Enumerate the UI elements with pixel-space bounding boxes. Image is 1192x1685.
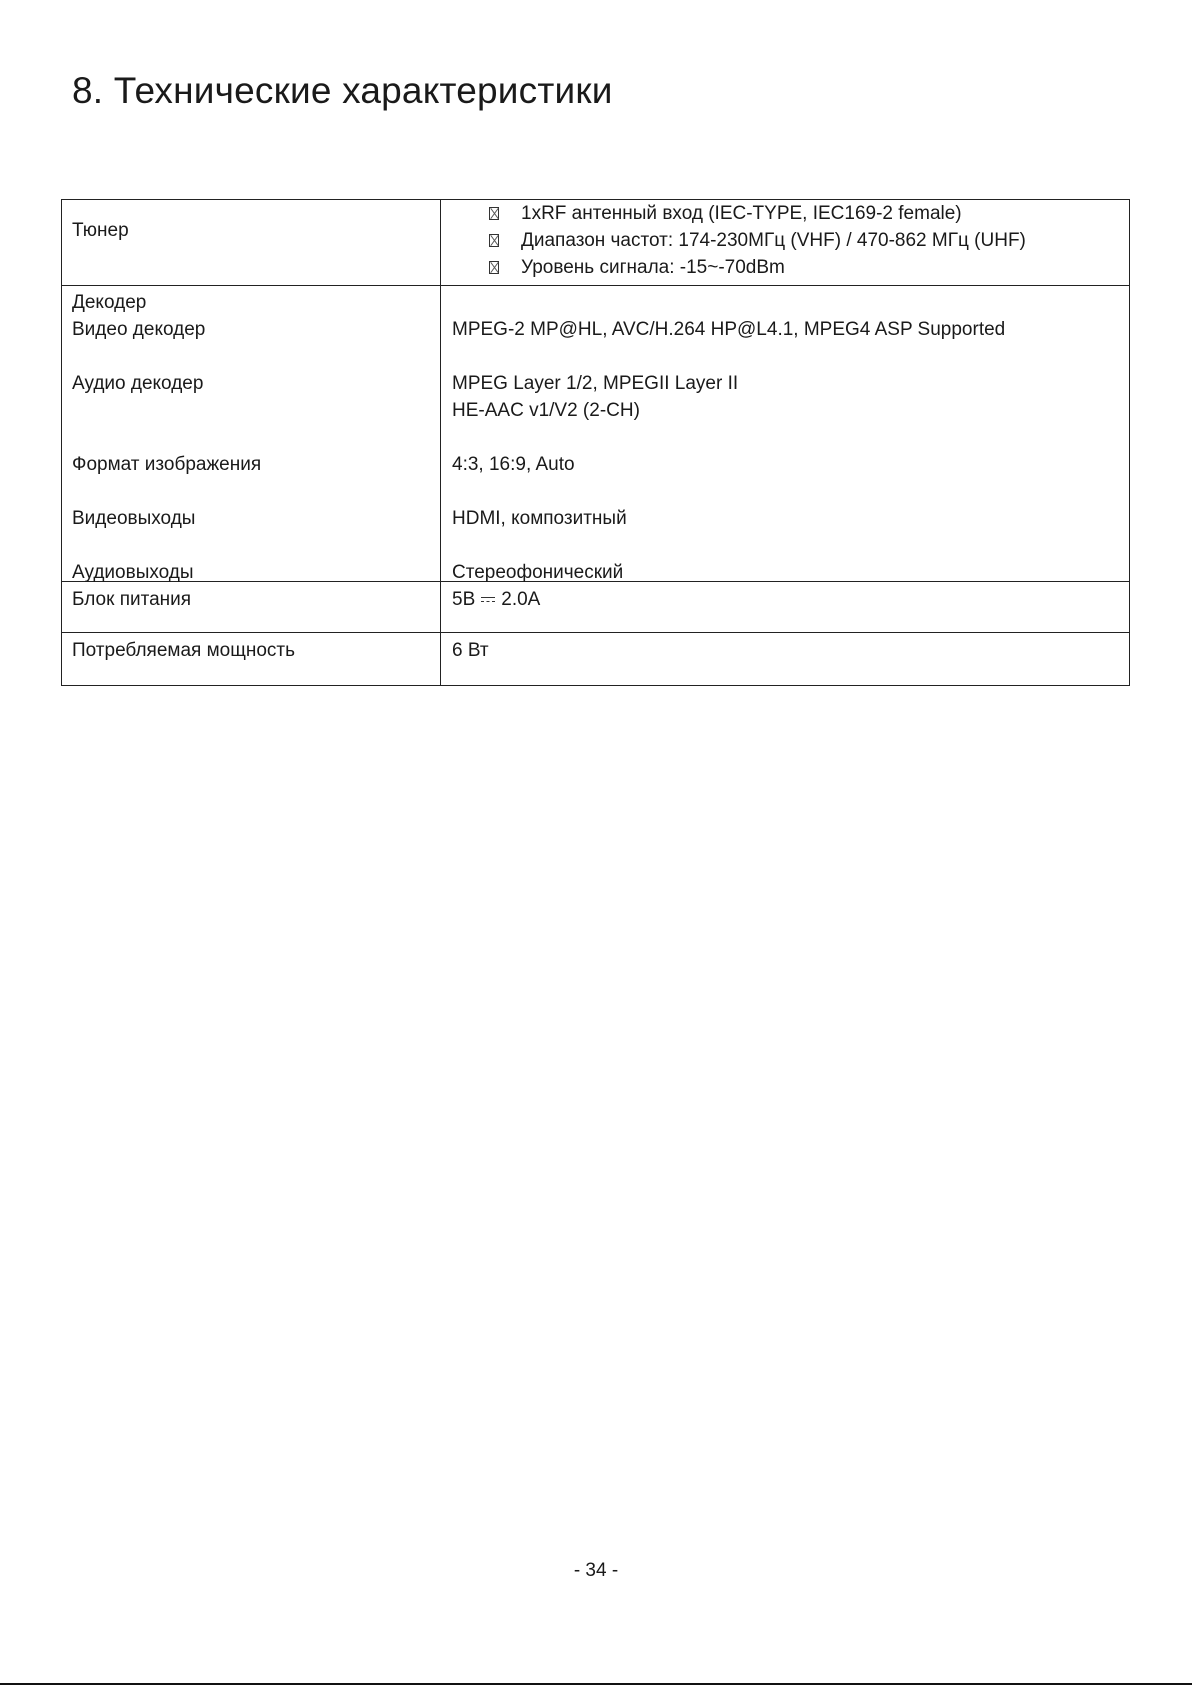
aspect-ratio-value: 4:3, 16:9, Auto <box>452 454 575 475</box>
audio-decoder-value-line-1: MPEG Layer 1/2, MPEGII Layer II <box>452 373 739 394</box>
decoder-label: Декодер <box>72 292 147 313</box>
video-decoder-value: MPEG-2 MP@HL, AVC/H.264 HP@L4.1, MPEG4 ASP Supported <box>452 319 1006 340</box>
video-decoder-label: Видео декодер <box>72 319 206 340</box>
table-row-power-consumption <box>62 633 1129 685</box>
tuner-item-text: Диапазон частот: 174-230МГц (VHF) / 470-862 МГц (UHF) <box>521 230 1026 251</box>
page-number: - 34 - <box>573 1560 619 1581</box>
tuner-values <box>441 200 1129 285</box>
tuner-item-text: 1xRF антенный вход (IEC-TYPE, IEC169-2 female) <box>521 203 962 224</box>
table-row-power-supply <box>62 582 1129 633</box>
specifications-table <box>61 199 1130 686</box>
bullet-box-icon <box>489 207 499 220</box>
audio-decoder-label: Аудио декодер <box>72 373 204 394</box>
audio-outputs-value: Стереофонический <box>452 562 624 583</box>
power-consumption-value: 6 Вт <box>452 640 489 661</box>
power-consumption-label: Потребляемая мощность <box>62 633 441 685</box>
video-outputs-value: HDMI, композитный <box>452 508 627 529</box>
aspect-ratio-label: Формат изображения <box>72 454 262 475</box>
video-outputs-label: Видеовыходы <box>72 508 196 529</box>
audio-outputs-label: Аудиовыходы <box>72 562 194 583</box>
bullet-box-icon <box>489 261 499 274</box>
table-row-tuner <box>62 200 1129 286</box>
tuner-item-text: Уровень сигнала: -15~-70dBm <box>521 257 785 278</box>
power-supply-label: Блок питания <box>62 582 441 632</box>
table-row-decoder <box>62 286 1129 582</box>
audio-decoder-value-line-2: HE-AAC v1/V2 (2-CH) <box>452 400 640 421</box>
list-item <box>452 227 1129 254</box>
power-supply-current: 2.0А <box>501 589 541 610</box>
list-item <box>452 200 1129 227</box>
page-title: 8. Технические характеристики <box>72 70 613 111</box>
dc-current-icon <box>481 596 495 604</box>
decoder-values <box>441 286 1129 581</box>
tuner-bullet-list <box>452 200 1129 281</box>
list-item <box>452 254 1129 281</box>
tuner-label: Тюнер <box>62 200 441 285</box>
decoder-labels <box>62 286 441 581</box>
power-supply-voltage: 5В <box>452 589 476 610</box>
bullet-box-icon <box>489 234 499 247</box>
power-supply-value <box>441 582 1129 632</box>
